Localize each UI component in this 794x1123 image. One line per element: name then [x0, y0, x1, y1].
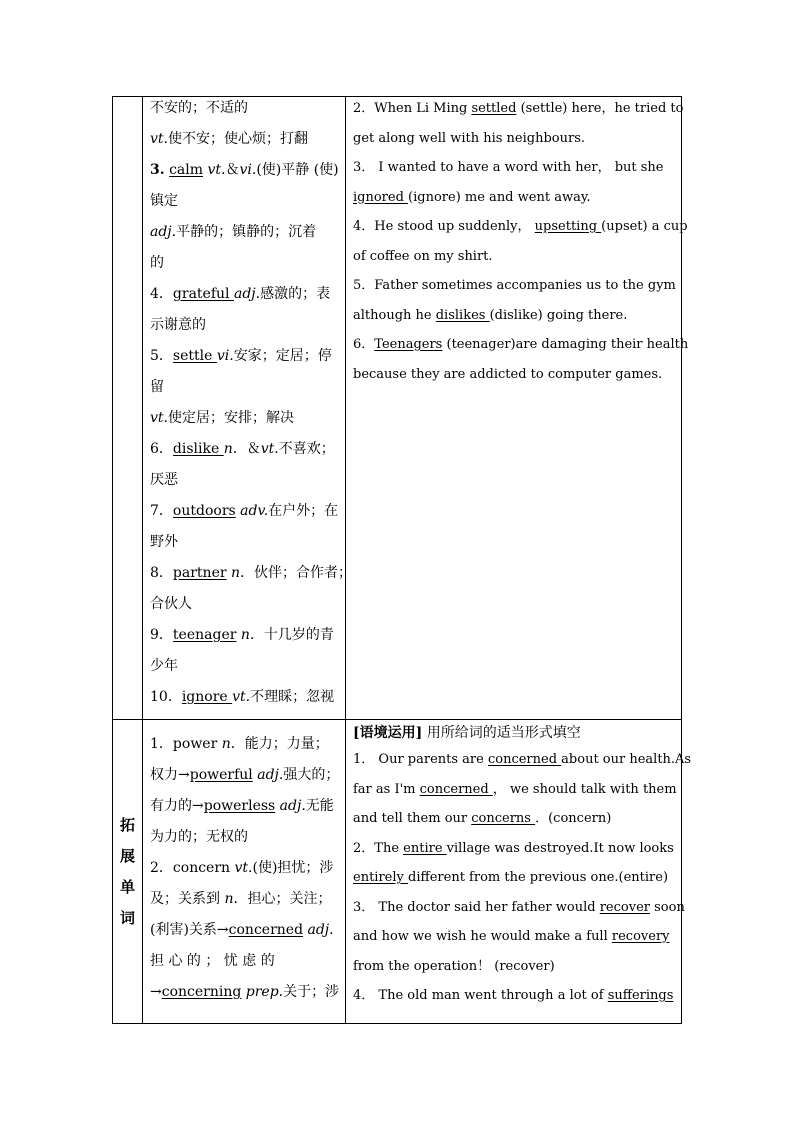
answer-blank: dislikes — [435, 307, 490, 323]
text-run: 6． — [353, 337, 375, 352]
text-line — [150, 124, 342, 155]
answer-blank: settled — [471, 101, 517, 116]
text-run: 7． — [150, 503, 173, 519]
text-run: soon — [649, 899, 685, 915]
text-run: 有力的→ — [150, 798, 204, 814]
text-line — [150, 465, 342, 496]
text-run: far as I'm — [353, 781, 420, 797]
text-run: vt. — [234, 860, 253, 876]
text-line — [150, 946, 342, 977]
text-run: 留 — [150, 379, 164, 395]
text-run: vi. — [216, 348, 234, 364]
text-line — [150, 760, 342, 791]
text-run: adj. — [233, 286, 261, 302]
text-run: 4． — [150, 286, 173, 302]
text-line — [353, 804, 675, 834]
text-run: 使定居；安排；解决 — [168, 410, 294, 426]
text-line — [150, 620, 342, 651]
text-run: adj. — [307, 922, 334, 938]
text-line — [353, 952, 675, 982]
text-line — [150, 155, 342, 186]
text-run: adj. — [150, 224, 177, 240]
text-line: 展 — [119, 846, 135, 865]
text-run: about our health.As — [561, 752, 692, 767]
text-run: although he — [353, 307, 436, 323]
text-run: 不喜欢； — [278, 441, 335, 457]
answer-blank: teenager — [172, 627, 237, 643]
text-line — [150, 217, 342, 248]
vocabulary-table — [112, 96, 692, 1024]
text-run: (ignore) me and went away. — [408, 189, 591, 205]
text-run: 1． — [353, 752, 375, 767]
text-run: 合伙人 — [150, 596, 192, 612]
text-run: 及；关系到 — [150, 891, 225, 907]
top-left-cell — [150, 93, 353, 717]
text-run: 4． — [353, 988, 375, 1003]
text-line — [353, 242, 675, 272]
text-run: 3． I wanted to have a word with her， but she — [353, 160, 664, 175]
text-line — [353, 271, 675, 301]
text-run: village was destroyed.It now looks — [446, 840, 674, 856]
text-run: ， we should talk with them — [492, 781, 677, 797]
text-run: ．＆ — [232, 441, 261, 457]
text-run: 2． — [150, 860, 173, 876]
text-run: vt. — [232, 689, 251, 705]
text-run: vi. — [239, 162, 257, 178]
side-label — [113, 720, 142, 1023]
text-line — [150, 403, 342, 434]
text-run: vt. — [260, 441, 279, 457]
text-run: 的 — [150, 255, 164, 271]
text-line — [353, 834, 675, 864]
answer-blank: ignored — [353, 189, 409, 205]
text-line: 单 — [119, 877, 135, 896]
text-run: and how we wish he would make a full — [353, 929, 612, 944]
text-run: 5． — [150, 348, 173, 364]
answer-blank: upsetting — [534, 219, 602, 234]
text-run: (dislike) going there. — [489, 307, 628, 323]
text-run: n — [240, 627, 250, 643]
text-run: 10． — [150, 689, 182, 705]
text-line — [150, 93, 342, 124]
text-line — [150, 729, 342, 760]
text-line — [150, 341, 342, 372]
text-run: 3. — [150, 162, 165, 178]
text-run: The — [374, 840, 404, 856]
text-run: ．担心；关注； — [233, 891, 332, 907]
answer-blank: concerned — [228, 922, 304, 938]
text-run: The old man went through a lot of — [374, 988, 608, 1003]
text-run: He stood up suddenly， — [374, 219, 535, 234]
text-run: 镇定 — [150, 193, 178, 209]
text-run: n — [231, 565, 241, 581]
text-run: 6． — [150, 441, 173, 457]
text-run: 示谢意的 — [150, 317, 206, 333]
answer-blank: powerless — [203, 798, 276, 814]
text-run: 权力→ — [150, 767, 190, 783]
text-run: 无能 — [305, 798, 334, 814]
text-run: 不安的；不适的 — [150, 100, 248, 116]
text-line — [353, 183, 675, 213]
text-run: ．伙伴；合作者； — [240, 565, 353, 581]
answer-blank: powerful — [189, 767, 253, 783]
column-divider-1 — [142, 97, 143, 1023]
text-run: concern — [172, 860, 235, 876]
answer-blank: partner — [172, 565, 227, 581]
text-line — [150, 589, 342, 620]
text-line — [150, 884, 342, 915]
text-run: The doctor said her father would — [374, 899, 600, 915]
text-line: 拓 — [119, 815, 135, 834]
text-line — [353, 212, 688, 242]
answer-blank: recover — [599, 899, 650, 915]
answer-blank: calm — [169, 162, 204, 178]
text-run: from the operation！ (recover) — [353, 958, 555, 974]
text-line — [353, 893, 685, 923]
text-run: adj. — [257, 767, 284, 783]
answer-blank: Teenagers — [374, 337, 443, 352]
text-run: get along well with his neighbours. — [353, 130, 586, 146]
text-line — [150, 791, 342, 822]
exercise-lines — [353, 745, 692, 1011]
text-line — [150, 651, 342, 682]
text-line — [150, 372, 342, 403]
text-line — [353, 981, 675, 1011]
text-line — [150, 977, 342, 1008]
text-run: adj. — [279, 798, 306, 814]
text-run: 2． — [353, 101, 375, 116]
text-run: (teenager)are damaging their health — [442, 337, 689, 352]
text-run: 关于；涉 — [283, 984, 340, 1000]
text-run: power — [172, 736, 222, 752]
text-run: (settle) here，he tried to — [516, 101, 684, 116]
text-line — [353, 330, 689, 360]
text-line — [353, 124, 675, 154]
text-run: (使)平静 (使) — [256, 162, 339, 178]
text-line — [150, 279, 342, 310]
text-line — [353, 360, 675, 390]
text-run: (upset) a cup — [601, 219, 688, 234]
text-run: ．(concern) — [535, 811, 612, 826]
text-line — [150, 496, 342, 527]
text-run: → — [150, 984, 162, 1000]
answer-blank: grateful — [172, 286, 234, 302]
text-run: 在户外；在 — [268, 503, 339, 519]
text-run: and tell them our — [353, 811, 472, 826]
text-run: 感激的；表 — [260, 286, 331, 302]
text-line — [150, 822, 342, 853]
text-line — [353, 863, 675, 893]
text-run: (使)担忧；涉 — [252, 860, 334, 876]
answer-blank: concerns — [471, 811, 536, 826]
answer-blank: settle — [172, 348, 217, 364]
text-run: 使不安；使心烦；打翻 — [168, 131, 308, 147]
text-run: prep. — [245, 984, 284, 1000]
text-run: 野外 — [150, 534, 178, 550]
text-run: of coffee on my shirt. — [353, 248, 493, 264]
text-run: 1． — [150, 736, 173, 752]
text-line — [353, 301, 675, 331]
text-line — [353, 775, 675, 805]
text-run: 8． — [150, 565, 173, 581]
text-run: because they are addicted to computer games. — [353, 366, 663, 382]
text-run: different from the previous one.(entire) — [408, 870, 669, 885]
text-run: When Li Ming — [374, 101, 472, 116]
heading-run: [语境运用] — [353, 725, 423, 741]
text-line — [353, 745, 692, 775]
text-line — [353, 922, 675, 952]
answer-blank: outdoors — [172, 503, 236, 519]
text-run: 平静的；镇静的；沉着 — [176, 224, 317, 240]
text-line — [353, 153, 675, 183]
text-line — [150, 434, 342, 465]
text-line — [150, 248, 342, 279]
text-run: 强大的； — [283, 767, 340, 783]
text-run: vt. — [150, 410, 168, 426]
text-run: ．十几岁的青 — [249, 627, 334, 643]
answer-blank: recovery — [611, 929, 670, 944]
text-line — [150, 527, 342, 558]
text-run: n — [221, 736, 231, 752]
text-run: 9． — [150, 627, 173, 643]
text-line — [150, 310, 342, 341]
text-run: 2． — [353, 840, 375, 856]
answer-blank: concerned — [419, 781, 493, 797]
text-run: Our parents are — [374, 752, 488, 767]
answer-blank: sufferings — [607, 988, 674, 1003]
text-run: 为力的；无权的 — [150, 829, 248, 845]
answer-blank: dislike — [172, 441, 224, 457]
column-divider-2 — [345, 97, 346, 1023]
text-run: 少年 — [150, 658, 178, 674]
text-line: 词 — [119, 908, 135, 927]
text-line — [150, 186, 342, 217]
text-run: 5． — [353, 278, 375, 293]
text-run: 不理睬；忽视 — [250, 689, 335, 705]
text-line — [150, 915, 342, 946]
answer-blank: ignore — [181, 689, 233, 705]
text-run: 安家；定居；停 — [233, 348, 332, 364]
text-run: ．能力；力量； — [230, 736, 329, 752]
text-run: n — [224, 891, 234, 907]
heading-run: 用所给词的适当形式填空 — [422, 725, 581, 741]
text-run: ＆ — [225, 162, 240, 178]
row-divider — [113, 719, 681, 720]
text-run: vt. — [150, 131, 168, 147]
text-line — [150, 558, 353, 589]
top-right-cell — [353, 94, 689, 716]
text-line — [150, 853, 342, 884]
text-run: n — [223, 441, 233, 457]
text-run: adv. — [240, 503, 269, 519]
text-run: 4． — [353, 219, 375, 234]
answer-blank: concerned — [487, 752, 562, 767]
text-run: Father sometimes accompanies us to the gym — [374, 278, 676, 293]
text-run: (利害)关系→ — [150, 922, 229, 938]
answer-blank: entirely — [353, 870, 408, 885]
text-line — [150, 682, 342, 713]
answer-blank: concerning — [161, 984, 242, 1000]
text-run: vt. — [207, 162, 226, 178]
answer-blank: entire — [403, 840, 447, 856]
text-line — [353, 94, 684, 124]
bottom-right-cell — [353, 721, 692, 1023]
text-run: 厌恶 — [150, 472, 178, 488]
bottom-left-cell — [150, 729, 342, 1023]
text-run: 担 心 的 ； 忧 虑 的 — [150, 953, 275, 969]
context-heading — [353, 721, 675, 745]
text-run: 3． — [353, 899, 375, 915]
